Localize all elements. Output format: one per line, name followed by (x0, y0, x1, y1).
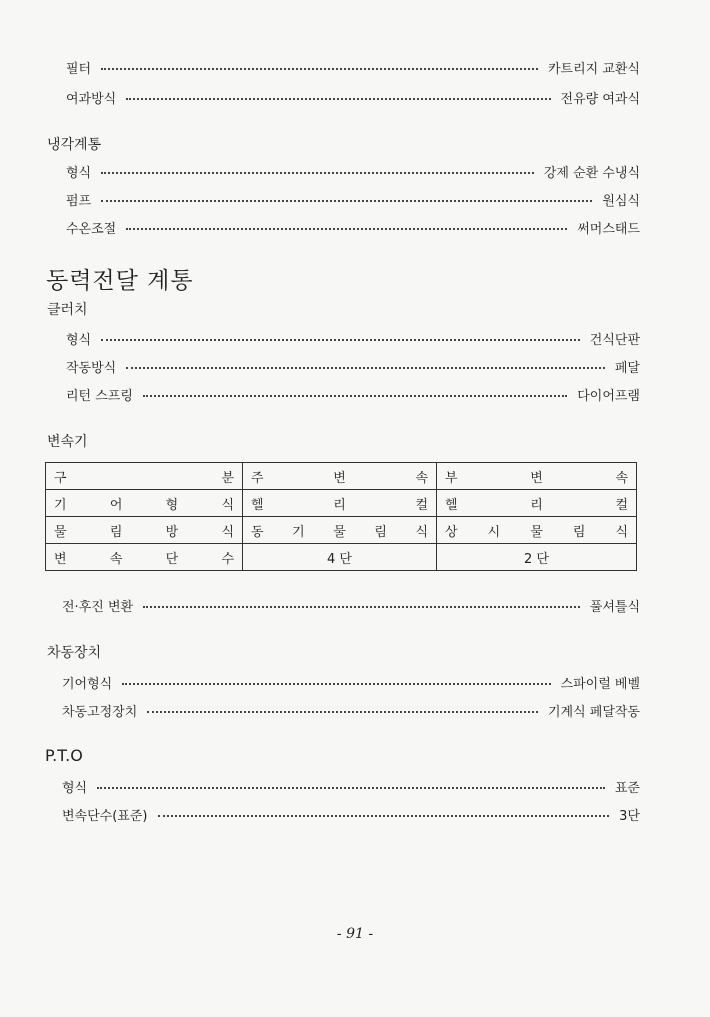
cell-char: 림 (109, 524, 123, 540)
spec-label: 형식 (62, 781, 88, 796)
spec-value: 다이어프램 (577, 389, 640, 404)
cell-label (54, 521, 234, 540)
table-cell (243, 490, 437, 517)
spec-value: 표준 (614, 781, 640, 796)
cell-char: 헬 (445, 497, 458, 513)
leader-dots (126, 86, 550, 100)
spec-row (66, 357, 640, 376)
spec-value: 페달 (614, 361, 640, 376)
cell-char: 상 (445, 524, 458, 540)
cell-char: 어 (109, 497, 123, 513)
spec-value: 강제 순환 수냉식 (543, 166, 640, 181)
table-cell (46, 544, 243, 571)
spec-row (66, 190, 640, 209)
cell-char: 변 (54, 551, 67, 567)
section-heading-pto: P.T.O (45, 746, 83, 765)
table-cell (437, 490, 637, 517)
cell-label (445, 467, 628, 486)
cell-label (54, 548, 234, 567)
table-cell (243, 544, 437, 571)
spec-row (66, 385, 640, 404)
cell-char: 변 (333, 470, 346, 486)
cell-char: 식 (221, 497, 234, 513)
spec-label: 작동방식 (66, 361, 117, 376)
transmission-table (45, 462, 637, 571)
leader-dots (101, 160, 534, 174)
cell-label (54, 494, 234, 513)
cell-text (251, 467, 428, 486)
cell-label: 4 단 (327, 551, 352, 567)
cell-char: 림 (374, 524, 387, 540)
cell-char: 컬 (615, 497, 628, 513)
cell-char: 리 (530, 497, 543, 513)
cell-char: 물 (530, 524, 543, 540)
cell-char: 기 (54, 497, 67, 513)
spec-label: 리턴 스프링 (66, 389, 133, 404)
table-cell (46, 490, 243, 517)
cell-label (54, 467, 234, 486)
cell-char: 식 (615, 524, 628, 540)
leader-dots (126, 355, 605, 369)
cell-char: 기 (292, 524, 305, 540)
cell-char: 변 (530, 470, 543, 486)
spec-row (66, 58, 640, 77)
section-heading-differential: 차동장치 (47, 645, 102, 661)
section-heading-cooling: 냉각계통 (47, 137, 102, 153)
cell-char: 수 (221, 551, 234, 567)
table-row (46, 490, 637, 517)
section-heading-clutch: 클러치 (47, 302, 88, 318)
leader-dots (122, 671, 550, 685)
table-cell (243, 463, 437, 490)
spec-label: 변속단수(표준) (62, 809, 148, 824)
section-heading-transmission: 변속기 (47, 434, 88, 450)
cell-char: 속 (415, 470, 428, 486)
table-cell (437, 517, 637, 544)
cell-char: 식 (415, 524, 428, 540)
leader-dots (143, 383, 567, 397)
cell-char: 형 (165, 497, 179, 513)
spec-row (62, 805, 640, 824)
leader-dots (126, 216, 567, 230)
spec-value: 기계식 페달작동 (547, 705, 640, 720)
spec-row (62, 673, 640, 692)
cell-char: 주 (251, 470, 264, 486)
spec-row (62, 701, 640, 720)
table-cell (437, 544, 637, 571)
cell-char: 방 (165, 524, 179, 540)
cell-char: 림 (572, 524, 586, 540)
cell-char: 단 (165, 551, 179, 567)
table-header-row (46, 463, 637, 490)
spec-label: 여과방식 (66, 92, 117, 107)
cell-char: 물 (333, 524, 346, 540)
cell-char: 분 (221, 470, 234, 486)
cell-char: 부 (445, 470, 458, 486)
spec-label: 차동고정장치 (62, 705, 138, 720)
spec-value: 카트리지 교환식 (547, 62, 640, 77)
cell-char: 시 (487, 524, 501, 540)
cell-char: 물 (54, 524, 67, 540)
cell-label (251, 521, 428, 540)
spec-value: 3단 (619, 809, 640, 824)
cell-char: 구 (54, 470, 67, 486)
spec-label: 기어형식 (62, 677, 113, 692)
leader-dots (97, 775, 605, 789)
cell-label (251, 494, 428, 513)
page-number: - 91 - (336, 926, 374, 942)
spec-label: 펌프 (66, 194, 92, 209)
cell-label (251, 467, 428, 486)
spec-value: 써머스태드 (577, 222, 640, 237)
spec-value: 풀셔틀식 (589, 600, 640, 615)
leader-dots (101, 56, 538, 70)
spec-row (62, 777, 640, 796)
spec-row (62, 596, 640, 615)
table-row (46, 544, 637, 571)
spec-label: 형식 (66, 166, 92, 181)
cell-char: 리 (333, 497, 346, 513)
spec-value: 건식단판 (589, 333, 640, 348)
cell-char: 컬 (415, 497, 428, 513)
table-cell (46, 463, 243, 490)
table-cell (46, 517, 243, 544)
spec-row (66, 88, 640, 107)
spec-label: 수온조절 (66, 222, 117, 237)
cell-label (445, 494, 628, 513)
cell-char: 식 (221, 524, 234, 540)
cell-text (445, 467, 628, 486)
cell-label: 2 단 (524, 551, 549, 567)
spec-label: 형식 (66, 333, 92, 348)
section-title-drivetrain: 동력전달 계통 (46, 268, 194, 294)
cell-char: 속 (615, 470, 628, 486)
cell-char: 속 (109, 551, 123, 567)
spec-value: 전유량 여과식 (560, 92, 640, 107)
spec-value: 원심식 (602, 194, 640, 209)
table-cell (437, 463, 637, 490)
spec-row (66, 162, 640, 181)
spec-value: 스파이럴 베벨 (560, 677, 640, 692)
cell-label (445, 521, 628, 540)
leader-dots (147, 699, 538, 713)
leader-dots (101, 188, 592, 202)
cell-text (54, 467, 234, 486)
spec-label: 전·후진 변환 (62, 600, 134, 615)
spec-row (66, 329, 640, 348)
spec-label: 필터 (66, 62, 92, 77)
cell-char: 동 (251, 524, 264, 540)
cell-char: 헬 (251, 497, 264, 513)
leader-dots (101, 327, 580, 341)
leader-dots (158, 803, 610, 817)
spec-row (66, 218, 640, 237)
table-row (46, 517, 637, 544)
table-cell (243, 517, 437, 544)
leader-dots (143, 594, 580, 608)
